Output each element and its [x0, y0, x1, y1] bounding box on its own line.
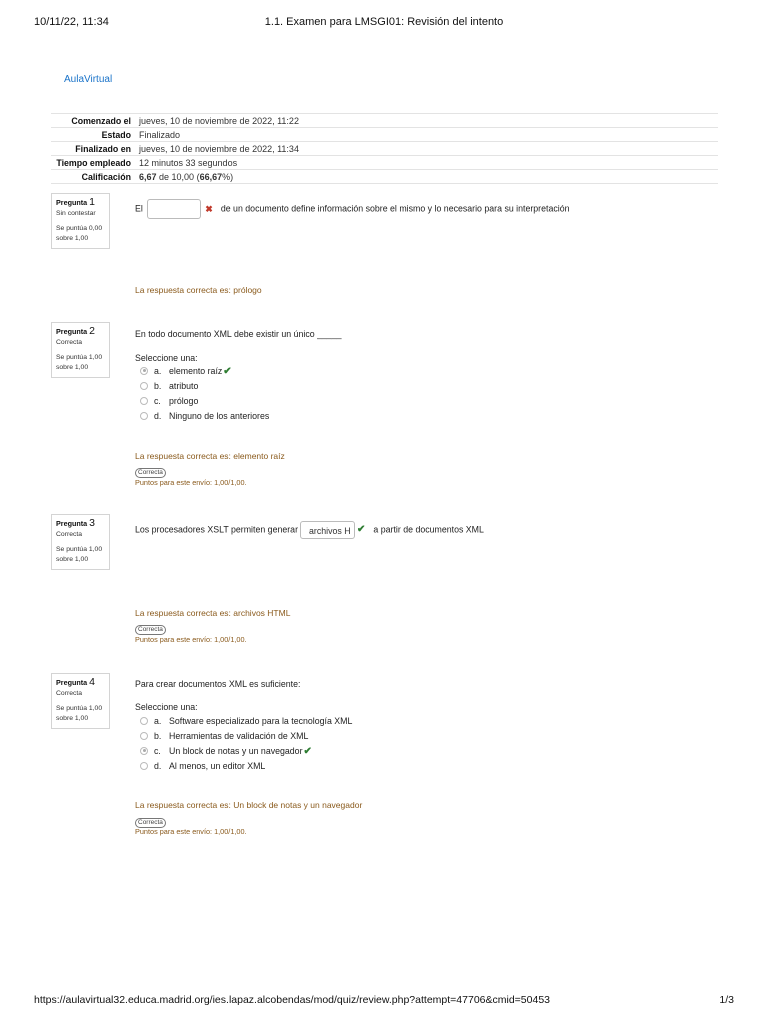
summary-row: [51, 156, 718, 170]
question-text: Para crear documentos XML es suficiente:: [135, 679, 301, 689]
grade-percent: 66,67: [199, 171, 223, 182]
radio[interactable]: [140, 732, 148, 740]
option-c[interactable]: c. Un block de notas y un navegador✔: [140, 746, 312, 757]
print-footer: [34, 994, 734, 1010]
points-text: Puntos para este envío: 1,00/1,00.: [135, 827, 247, 836]
question-text: El ✖ de un documento define información sobre el mismo y lo necesario para su interpretación: [135, 199, 569, 219]
summary-label: Calificación: [51, 170, 135, 184]
question-info: [51, 514, 110, 570]
status-badge: Correcta: [135, 468, 166, 478]
question-heading: Pregunta 1: [56, 196, 95, 208]
select-prompt: Seleccione una:: [135, 702, 198, 712]
question-state: Correcta: [56, 689, 83, 697]
summary-value: Finalizado: [135, 128, 718, 142]
check-icon: ✔: [303, 746, 312, 757]
question-number: 2: [89, 325, 95, 337]
answer-input[interactable]: archivos H: [300, 521, 355, 539]
correct-answer-feedback: La respuesta correcta es: Un block de notas y un navegador: [135, 800, 363, 810]
correct-answer-feedback: La respuesta correcta es: prólogo: [135, 285, 262, 295]
cross-icon: ✖: [205, 203, 213, 214]
print-header: [34, 16, 734, 32]
question-mark: Se puntúa 1,00 sobre 1,00: [56, 546, 103, 563]
print-title: 1.1. Examen para LMSGI01: Revisión del intento: [264, 16, 504, 28]
option-b[interactable]: b. Herramientas de validación de XML: [140, 731, 308, 741]
option-a[interactable]: a. Software especializado para la tecnología XML: [140, 716, 352, 726]
radio[interactable]: [140, 717, 148, 725]
summary-label: Estado: [51, 128, 135, 142]
aulavirtual-link[interactable]: AulaVirtual: [64, 74, 113, 85]
question-heading: Pregunta 2: [56, 325, 95, 337]
select-prompt: Seleccione una:: [135, 353, 198, 363]
question-info: [51, 193, 110, 249]
question-number: 3: [89, 517, 95, 529]
option-c[interactable]: c. prólogo: [140, 396, 198, 406]
points-text: Puntos para este envío: 1,00/1,00.: [135, 635, 247, 644]
question-state: Correcta: [56, 530, 83, 538]
option-d[interactable]: d. Al menos, un editor XML: [140, 761, 265, 771]
question-info: [51, 673, 110, 729]
question-mark: Se puntúa 1,00 sobre 1,00: [56, 354, 103, 371]
summary-row: [51, 128, 718, 142]
question-number: 4: [89, 676, 95, 688]
radio-selected[interactable]: [140, 747, 148, 755]
print-url: https://aulavirtual32.educa.madrid.org/ies.lapaz.alcobendas/mod/quiz/review.php?attempt=47706&cmid=50453: [34, 994, 550, 1006]
question-state: Correcta: [56, 338, 83, 346]
grade-mid: de 10,00 (: [156, 171, 200, 182]
question-text: Los procesadores XSLT permiten generar archivos H ✔ a partir de documentos XML: [135, 521, 484, 539]
option-a[interactable]: a. elemento raíz✔: [140, 366, 232, 377]
question-mark: Se puntúa 1,00 sobre 1,00: [56, 705, 103, 722]
question-heading: Pregunta 3: [56, 517, 95, 529]
summary-label: Comenzado el: [51, 114, 135, 128]
summary-row: [51, 142, 718, 156]
grade-end: %): [222, 171, 234, 182]
summary-label: Finalizado en: [51, 142, 135, 156]
radio[interactable]: [140, 412, 148, 420]
answer-input[interactable]: [147, 199, 201, 219]
option-d[interactable]: d. Ninguno de los anteriores: [140, 411, 269, 421]
radio[interactable]: [140, 382, 148, 390]
status-badge: Correcta: [135, 625, 166, 635]
option-b[interactable]: b. atributo: [140, 381, 198, 391]
radio[interactable]: [140, 397, 148, 405]
question-mark: Se puntúa 0,00 sobre 1,00: [56, 225, 103, 242]
radio[interactable]: [140, 762, 148, 770]
attempt-summary-table: [51, 113, 718, 184]
correct-answer-feedback: La respuesta correcta es: elemento raíz: [135, 451, 285, 461]
question-info: [51, 322, 110, 378]
status-badge: Correcta: [135, 818, 166, 828]
question-heading: Pregunta 4: [56, 676, 95, 688]
radio-selected[interactable]: [140, 367, 148, 375]
summary-row: [51, 170, 718, 184]
summary-value: 12 minutos 33 segundos: [135, 156, 718, 170]
grade-value: [135, 170, 718, 184]
summary-value: jueves, 10 de noviembre de 2022, 11:22: [135, 114, 718, 128]
check-icon: ✔: [223, 366, 232, 377]
summary-value: jueves, 10 de noviembre de 2022, 11:34: [135, 142, 718, 156]
correct-answer-feedback: La respuesta correcta es: archivos HTML: [135, 608, 291, 618]
points-text: Puntos para este envío: 1,00/1,00.: [135, 478, 247, 487]
print-date: 10/11/22, 11:34: [34, 16, 109, 28]
summary-label: Tiempo empleado: [51, 156, 135, 170]
question-text: En todo documento XML debe existir un único _____: [135, 329, 342, 339]
page-number: 1/3: [719, 994, 734, 1006]
grade-score: 6,67: [139, 171, 157, 182]
summary-row: [51, 114, 718, 128]
check-icon: ✔: [357, 524, 366, 536]
question-number: 1: [89, 196, 95, 208]
question-state: Sin contestar: [56, 209, 96, 217]
